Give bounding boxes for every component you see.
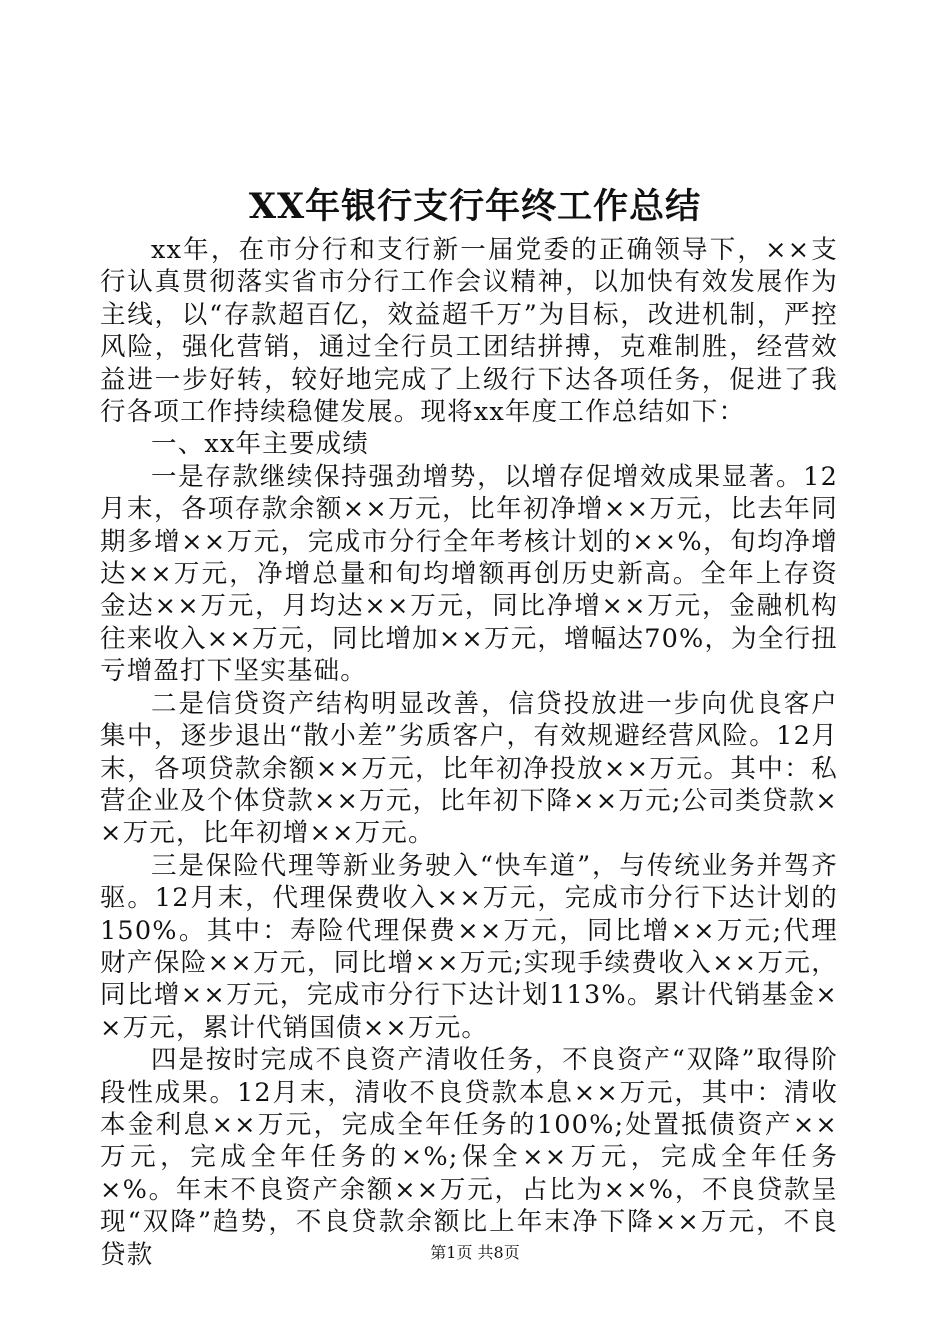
document-body	[100, 234, 838, 1271]
document-title: XX年银行支行年终工作总结	[248, 186, 702, 227]
section-heading: 一、xx年主要成绩	[151, 429, 370, 460]
page-number: 第1页 共8页	[430, 1243, 520, 1262]
insurance-paragraph: 三是保险代理等新业务驶入“快车道”，与传统业务并驾齐驱。12月末，代理保费收入××万元，完成市分行下达计划的150%。其中：寿险代理保费××万元，同比增××万元;代理财产保险××万元，同比增××万元;实现手续费收入××万元，同比增××万元，完成市分行下达计划113%。累计代销基金××万元，累计代销国债××万元。	[100, 850, 838, 1043]
credit-paragraph: 二是信贷资产结构明显改善，信贷投放进一步向优良客户集中，逐步退出“散小差”劣质客户，有效规避经营风险。12月末，各项贷款余额××万元，比年初净投放××万元。其中：私营企业及个体贷款××万元，比年初下降××万元;公司类贷款××万元，比年初增××万元。	[100, 688, 838, 849]
bad-assets-paragraph: 四是按时完成不良资产清收任务，不良资产“双降”取得阶段性成果。12月末，清收不良贷款本息××万元，其中：清收本金利息××万元，完成全年任务的100%;处置抵债资产××万元，完成全年任务的×%;保全××万元，完成全年任务×%。年末不良资产余额××万元，占比为××%，不良贷款呈现“双降”趋势，不良贷款余额比上年末净下降××万元，不良贷款	[100, 1045, 838, 1270]
intro-paragraph: xx年，在市分行和支行新一届党委的正确领导下，××支行认真贯彻落实省市分行工作会议精神，以加快有效发展作为主线，以“存款超百亿，效益超千万”为目标，改进机制，严控风险，强化营销，通过全行员工团结拼搏，克难制胜，经营效益进一步好转，较好地完成了上级行下达各项任务，促进了我行各项工作持续稳健发展。现将xx年度工作总结如下：	[100, 235, 838, 428]
deposit-paragraph: 一是存款继续保持强劲增势，以增存促增效成果显著。12月末，各项存款余额××万元，比年初净增××万元，比去年同期多增××万元，完成市分行全年考核计划的××%，旬均净增达××万元，净增总量和旬均增额再创历史新高。全年上存资金达××万元，月均达××万元，同比净增××万元，金融机构往来收入××万元，同比增加××万元，增幅达70%，为全行扭亏增盈打下坚实基础。	[100, 461, 838, 687]
page-footer	[0, 1241, 950, 1265]
